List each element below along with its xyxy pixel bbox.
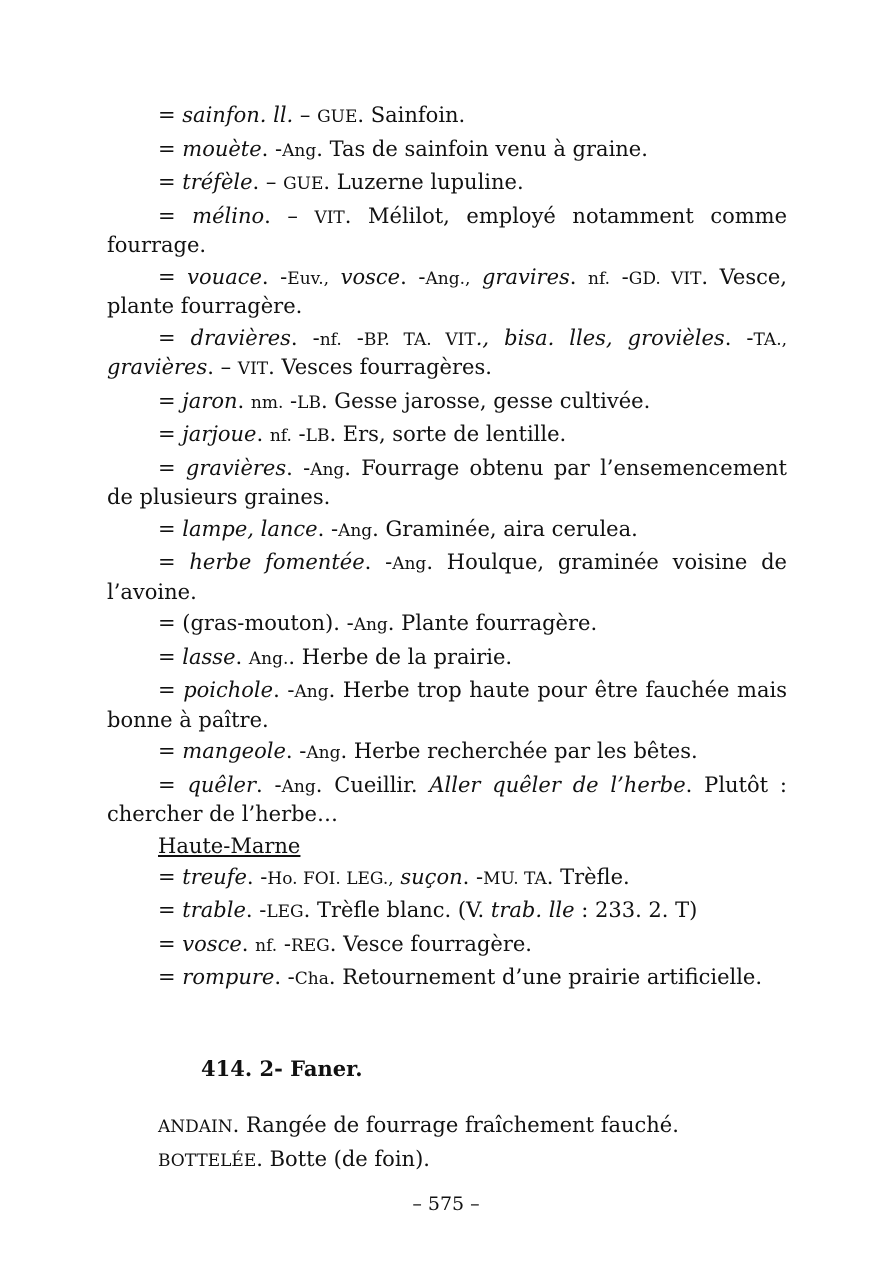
- dictionary-entry: [107, 136, 787, 166]
- entry-locality-tag: nf.: [269, 426, 292, 446]
- entry-definition: . Houlque, graminée voisine de l’avoine.: [107, 550, 787, 604]
- entry-text: [470, 265, 482, 289]
- entry-variant-term: ., bisa. lles, grovièles: [475, 325, 725, 350]
- entry-text: . Gesse jarosse, gesse cultivée.: [320, 388, 651, 413]
- entry-variant-term: Aller quêler de l’herbe: [429, 772, 686, 797]
- entry-text: -: [277, 931, 291, 956]
- entry-prefix: =: [158, 965, 183, 989]
- entry-text: . Trèfle.: [546, 864, 630, 889]
- entry-prefix: =: [158, 136, 183, 161]
- entry-term: herbe fomentée: [189, 550, 365, 574]
- entry-locality-tag: nf.: [319, 329, 342, 350]
- entry-separator: . -: [273, 678, 295, 702]
- entry-text: . Vesce, plante fourragère.: [107, 264, 787, 318]
- entry-definition: . Plante fourragère.: [387, 611, 598, 635]
- entry-separator: .: [256, 422, 270, 446]
- entry-text: . Trèfle blanc. (V.: [303, 898, 491, 922]
- dictionary-entry: [107, 964, 787, 994]
- entry-prefix: =: [158, 931, 183, 956]
- entry-locality-tag: LB: [297, 392, 321, 413]
- glossary-definition: . Botte (de foin).: [256, 1146, 430, 1171]
- entry-locality-tag: Euv.,: [287, 268, 330, 289]
- entry-separator: . -: [246, 864, 268, 889]
- entry-prefix: =: [158, 203, 193, 228]
- entry-locality-tag: Ang: [338, 520, 373, 541]
- entry-locality-tag: Ang: [294, 682, 329, 702]
- entry-locality-tag: nm.: [250, 392, 284, 413]
- entry-separator: .: [235, 644, 249, 669]
- entry-prefix: =: [158, 388, 183, 413]
- entry-locality-tag: GD. VIT: [628, 268, 702, 289]
- entry-prefix: =: [158, 170, 183, 194]
- entry-separator: . –: [252, 170, 284, 194]
- entry-separator: . -: [286, 455, 311, 480]
- entry-locality-tag: nf.: [588, 268, 611, 289]
- entry-locality-tag: Cha: [294, 969, 329, 989]
- dictionary-entry: [107, 169, 787, 199]
- entry-term: mangeole: [182, 739, 286, 763]
- entry-definition: . Herbe trop haute pour être fauchée mais bonne à paître.: [107, 678, 787, 732]
- entry-separator: . -: [364, 550, 393, 574]
- entry-term: rompure: [182, 965, 275, 989]
- entry-term: sainfon. ll.: [182, 103, 294, 127]
- entry-locality-tag: BP. TA. VIT: [363, 329, 476, 350]
- entry-text: -: [291, 422, 306, 446]
- entry-definition: . Graminée, aira cerulea.: [372, 516, 638, 541]
- entry-separator: –: [293, 103, 318, 127]
- entry-term: gravières: [185, 455, 287, 480]
- dictionary-entry: [107, 455, 787, 512]
- entry-text: . -: [462, 864, 484, 889]
- entry-text: . –: [207, 355, 238, 379]
- entry-prefix: =: [158, 550, 190, 574]
- entry-variant-term: gravires: [481, 264, 570, 289]
- entry-locality-tag: REG: [290, 935, 330, 956]
- glossary-line: [107, 1143, 787, 1177]
- entry-term: quêler: [187, 772, 257, 797]
- entry-term: trable: [182, 898, 246, 922]
- entry-locality-tag: LEG: [266, 902, 304, 922]
- dictionary-entry: [107, 102, 787, 132]
- entry-variant-term: gravières: [107, 355, 208, 379]
- entry-separator: . -: [317, 516, 339, 541]
- dictionary-entry: [107, 864, 787, 894]
- entry-variant-term: suçon: [400, 864, 463, 889]
- entry-locality-tag: GUE: [317, 107, 358, 127]
- dictionary-entry: [107, 772, 787, 829]
- dictionary-entry: [107, 516, 787, 546]
- plain-list: [107, 1109, 787, 1177]
- entry-locality-tag: VIT: [237, 359, 269, 379]
- entry-text: -: [610, 264, 629, 289]
- entry-locality-tag: Ang: [306, 743, 341, 763]
- entry-prefix: =: [158, 898, 183, 922]
- dictionary-entry: [107, 610, 787, 640]
- entry-definition: . Tas de sainfoin venu à graine.: [316, 136, 648, 161]
- entry-text: : 233. 2. T): [574, 898, 698, 922]
- entry-prefix: =: [158, 325, 191, 350]
- entry-prefix: =: [158, 864, 183, 889]
- entry-term: treufe: [182, 864, 247, 889]
- entry-prefix: =: [158, 103, 183, 127]
- subheading: Haute-Marne: [158, 833, 301, 858]
- dictionary-entry: [107, 738, 787, 768]
- entry-prefix: =: [158, 644, 183, 669]
- entry-separator: . -: [290, 325, 320, 350]
- dictionary-entry: [107, 325, 787, 384]
- entry-text: . Ers, sorte de lentille.: [329, 422, 567, 446]
- entry-term: mélino: [192, 203, 265, 228]
- entry-definition: . Retournement d’une prairie artificielle.: [328, 965, 763, 989]
- entry-prefix: =: [158, 516, 183, 541]
- entry-separator: . –: [264, 203, 315, 228]
- entry-text: . Cueillir.: [315, 772, 430, 797]
- entry-prefix: =: [158, 455, 186, 480]
- glossary-line: [107, 1109, 787, 1143]
- entry-term: jarjoue: [182, 422, 257, 446]
- entry-term: vouace: [187, 264, 262, 289]
- dictionary-entry: [107, 931, 787, 961]
- entry-definition: . Sainfoin.: [357, 103, 466, 127]
- entry-locality-tag: Ho. FOI. LEG.,: [267, 868, 394, 889]
- entry-locality-tag: Ang.,: [425, 268, 471, 289]
- section-title: 414. 2- Faner.: [201, 1055, 363, 1081]
- dictionary-entry: [107, 421, 787, 451]
- entry-locality-tag: Ang: [282, 140, 317, 161]
- dictionary-entry: [107, 644, 787, 674]
- entry-locality-tag: Ang.: [248, 648, 289, 669]
- entry-definition: . Luzerne lupuline.: [323, 170, 524, 194]
- entry-term: poichole: [183, 678, 274, 702]
- entry-separator: . -: [285, 739, 307, 763]
- entry-locality-tag: LB: [305, 426, 330, 446]
- entry-separator: . -: [261, 136, 283, 161]
- page-body: [107, 102, 787, 1177]
- entry-text: -: [283, 388, 298, 413]
- dictionary-entry: [107, 203, 787, 260]
- entry-definition: . Herbe recherchée par les bêtes.: [340, 739, 698, 763]
- glossary-definition: . Rangée de fourrage fraîchement fauché.: [232, 1112, 679, 1137]
- entry-text: . Vesce fourragère.: [329, 931, 532, 956]
- dictionary-entry: [107, 264, 787, 321]
- entry-term: lasse: [182, 644, 236, 669]
- entry-text: . -: [724, 325, 754, 350]
- entry-text: . -: [400, 264, 426, 289]
- glossary-headword: ANDAIN: [158, 1116, 233, 1137]
- entry-separator: . -: [274, 965, 295, 989]
- page-number: – 575 –: [412, 1193, 480, 1215]
- entry-locality-tag: Ang: [281, 776, 316, 797]
- entry-text: -: [341, 325, 364, 350]
- entry-term: vosce: [182, 931, 242, 956]
- entry-separator: .: [237, 388, 251, 413]
- entry-locality-tag: TA.,: [753, 329, 788, 350]
- dictionary-entry: [107, 677, 787, 734]
- entry-text: .: [569, 264, 589, 289]
- entry-definition: . Herbe de la prairie.: [288, 644, 513, 669]
- entry-prefix: =: [158, 422, 183, 446]
- entry-separator: . -: [256, 772, 282, 797]
- entry-definition: . Mélilot, employé notamment comme fourrage.: [107, 203, 787, 257]
- entry-locality-tag: Ang: [392, 554, 427, 574]
- dictionary-entry: [107, 388, 787, 418]
- entries-list: [107, 102, 787, 829]
- entry-text: . Vesces fourragères.: [268, 355, 492, 379]
- entry-prefix: =: [158, 739, 183, 763]
- entry-variant-term: vosce: [340, 264, 401, 289]
- entry-separator: .: [241, 931, 256, 956]
- entry-locality-tag: Ang: [353, 615, 388, 635]
- entry-prefix: =: [158, 611, 183, 635]
- glossary-headword: BOTTELÉE: [158, 1150, 257, 1171]
- entry-text: . Plutôt : chercher de l’herbe…: [107, 772, 787, 826]
- entry-locality-tag: GUE: [283, 174, 324, 194]
- entry-text: [329, 265, 341, 289]
- entry-prefix: =: [158, 264, 188, 289]
- dictionary-entry: [107, 549, 787, 606]
- entry-variant-term: trab. lle: [490, 898, 575, 922]
- entry-term: lampe, lance: [182, 516, 318, 541]
- entry-locality-tag: nf.: [255, 935, 278, 956]
- entry-term: dravières: [190, 325, 291, 350]
- entries-list-haute-marne: [107, 864, 787, 994]
- entry-locality-tag: VIT: [314, 207, 345, 228]
- entry-separator: . -: [245, 898, 267, 922]
- entry-separator: . -: [261, 264, 288, 289]
- entry-locality-tag: Ang: [310, 459, 345, 480]
- entry-term: mouète: [182, 136, 262, 161]
- entry-prefix: =: [158, 772, 188, 797]
- dictionary-entry: [107, 897, 787, 927]
- entry-prefix: =: [158, 678, 184, 702]
- entry-locality-tag: MU. TA: [483, 868, 547, 889]
- entry-term: tréfèle: [182, 170, 253, 194]
- entry-term: jaron: [182, 388, 238, 413]
- entry-separator: (gras-mouton). -: [182, 611, 354, 635]
- entry-definition: . Fourrage obtenu par l’ensemencement de plusieurs graines.: [107, 455, 787, 509]
